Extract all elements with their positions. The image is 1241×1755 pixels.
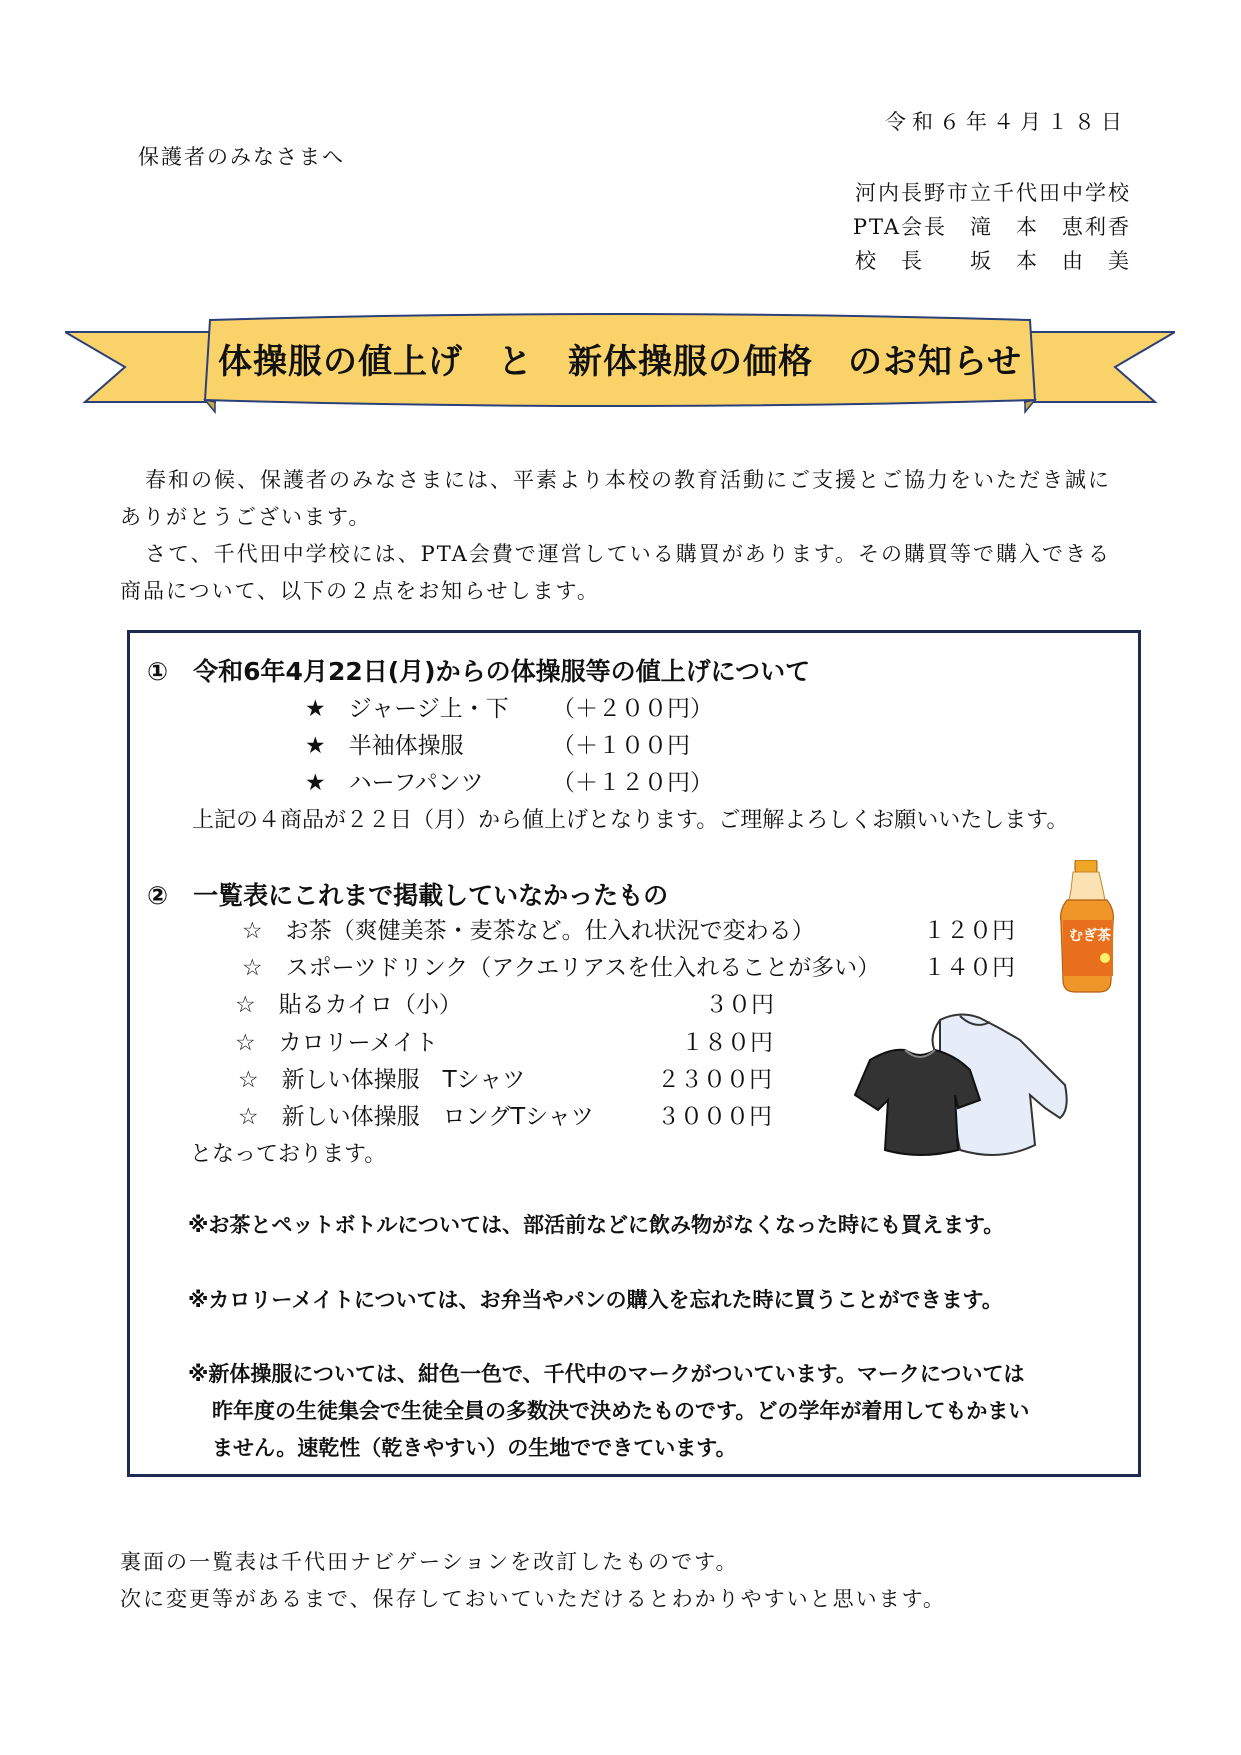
note-new-uniform-line2: 昨年度の生徒集会で生徒全員の多数決で決めたものです。どの学年が着用してもかまい — [212, 1399, 1030, 1423]
note-new-uniform-line3: ません。速乾性（乾きやすい）の生地でできています。 — [212, 1436, 737, 1460]
product-name: ☆ カロリーメイト — [235, 1030, 439, 1056]
bottle-label: むぎ茶 — [1069, 928, 1111, 944]
section2-heading: ② 一覧表にこれまで掲載していなかったもの — [147, 881, 669, 910]
note-new-uniform-line1: ※新体操服については、紺色一色で、千代中のマークがついています。マークについては — [188, 1362, 1025, 1386]
price-change-amount: （＋１２０円） — [552, 770, 713, 796]
footer-text — [120, 1544, 946, 1618]
intro-p1-line2: ありがとうございます。 — [120, 505, 372, 529]
product-price: １２０円 — [923, 918, 1015, 944]
product-price: １８０円 — [681, 1030, 773, 1056]
school-name: 河内長野市立千代田中学校 — [855, 181, 1131, 205]
tea-bottle-icon — [1045, 860, 1130, 995]
product-name: ☆ 新しい体操服 Tシャツ — [238, 1067, 526, 1093]
addressee: 保護者のみなさまへ — [138, 145, 345, 169]
section1-note: 上記の４商品が２２日（月）から値上げとなります。ご理解よろしくお願いいたします。 — [192, 808, 1069, 833]
product-price: ３０００円 — [657, 1104, 772, 1130]
product-name: ☆ 貼るカイロ（小） — [235, 992, 462, 1018]
product-name: ☆ スポーツドリンク（アクエリアスを仕入れることが多い） — [242, 955, 881, 981]
product-name: ☆ お茶（爽健美茶・麦茶など。仕入れ状況で変わる） — [242, 918, 815, 944]
product-price: ２３００円 — [657, 1067, 772, 1093]
price-change-item: ★ 半袖体操服 — [305, 733, 464, 759]
intro-text — [120, 462, 1140, 610]
note-tea: ※お茶とペットボトルについては、部活前などに飲み物がなくなった時にも買えます。 — [188, 1213, 1005, 1237]
footer-line1: 裏面の一覧表は千代田ナビゲーションを改訂したものです。 — [120, 1550, 739, 1574]
intro-p2-line1: さて、千代田中学校には、PTA会費で運営している購買があります。その購買等で購入できる — [145, 542, 1112, 566]
banner-title: 体操服の値上げ と 新体操服の価格 のお知らせ — [218, 342, 1022, 382]
price-change-item: ★ ジャージ上・下 — [305, 696, 509, 722]
product-name: ☆ 新しい体操服 ロングTシャツ — [238, 1104, 594, 1130]
product-price: １４０円 — [923, 955, 1015, 981]
product-price: ３０円 — [705, 992, 774, 1018]
pta-chair: PTA会長 滝 本 恵利香 — [852, 215, 1131, 239]
price-change-amount: （＋２００円） — [552, 696, 713, 722]
section1-heading: ① 令和6年4月22日(月)からの体操服等の値上げについて — [147, 657, 811, 686]
document-date: 令和６年４月１８日 — [885, 110, 1128, 134]
footer-line2: 次に変更等があるまで、保存しておいていただけるとわかりやすいと思います。 — [120, 1587, 946, 1611]
note-calorie-mate: ※カロリーメイトについては、お弁当やパンの購入を忘れた時に買うことができます。 — [188, 1288, 1003, 1312]
principal: 校 長 坂 本 由 美 — [855, 249, 1131, 273]
title-banner — [65, 312, 1175, 418]
tshirts-icon — [830, 1000, 1090, 1165]
section2-closing: となっております。 — [190, 1142, 387, 1167]
price-change-amount: （＋１００円 — [552, 733, 690, 759]
intro-p2-line2: 商品について、以下の２点をお知らせします。 — [120, 579, 600, 603]
intro-p1-line1: 春和の候、保護者のみなさまには、平素より本校の教育活動にご支援とご協力をいただき誠に — [145, 468, 1111, 492]
price-change-item: ★ ハーフパンツ — [305, 770, 484, 796]
